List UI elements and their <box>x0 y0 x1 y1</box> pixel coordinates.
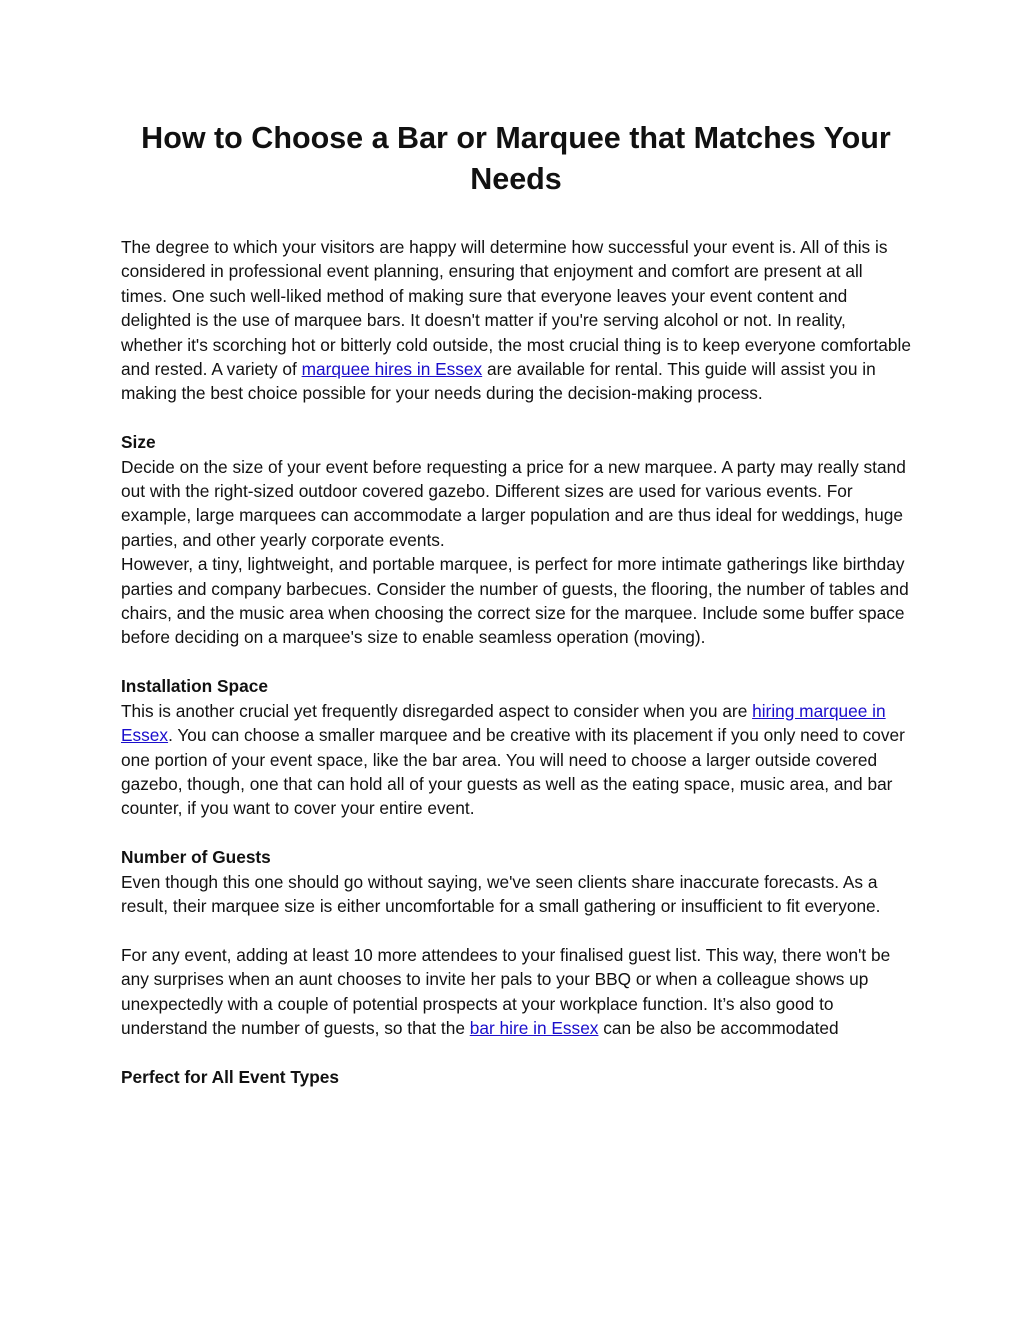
spacer <box>121 918 911 942</box>
size-paragraph-1: Decide on the size of your event before requesting a price for a new marquee. A party may really stand out with the right-sized outdoor covered gazebo. Different sizes are used for various events. For example, large marquees can accommodate a larger population and are thus ideal for weddings, huge parties, and other yearly corporate events. <box>121 456 906 550</box>
installation-heading: Installation Space <box>121 676 268 697</box>
size-heading: Size <box>121 432 156 453</box>
spacer <box>121 650 911 674</box>
guests-heading: Number of Guests <box>121 847 271 868</box>
spacer <box>121 821 911 845</box>
document-page <box>121 118 911 1089</box>
intro-text-start: The degree to which your visitors are happy will determine how successful your event is. All of this is considered in professional event planning, ensuring that enjoyment and comfort are present at all times. One such well-liked method of making sure that everyone leaves your event content and delighted is the use of marquee bars. It doesn't matter if you're serving alcohol or not. In reality, whether it's scorching hot or bitterly cold outside, the most crucial thing is to keep everyone comfortable and rested. A variety of <box>121 237 911 380</box>
intro-paragraph <box>121 235 911 406</box>
size-paragraph-2: However, a tiny, lightweight, and portable marquee, is perfect for more intimate gatherings like birthday parties and company barbecues. Consider the number of guests, the flooring, the number of tables and chairs, and the music area when choosing the correct size for the marquee. Include some buffer space before deciding on a marquee's size to enable seamless operation (moving). <box>121 554 909 648</box>
spacer <box>121 406 911 430</box>
installation-text-end: . You can choose a smaller marquee and be creative with its placement if you only need to cover one portion of your event space, like the bar area. You will need to choose a larger outside covered gazebo, though, one that can hold all of your guests as well as the eating space, music area, and bar counter, if you want to cover your entire event. <box>121 725 905 819</box>
guests-paragraph-1: Even though this one should go without saying, we've seen clients share inaccurate forecasts. As a result, their marquee size is either uncomfortable for a small gathering or insufficient to fit everyone. <box>121 871 881 916</box>
spacer <box>121 1040 911 1064</box>
guests-text-start: For any event, adding at least 10 more attendees to your finalised guest list. This way, there won't be any surprises when an aunt chooses to invite her pals to your BBQ or when a colleague shows up unexpectedly with a couple of potential prospects at your workplace function. It’s also good to understand the number of guests, so that the <box>121 944 891 1038</box>
document-title: How to Choose a Bar or Marquee that Matches Your Needs <box>141 121 891 196</box>
guests-paragraph-2 <box>121 943 911 1041</box>
guests-text-end: can be also be accommodated <box>598 1017 839 1038</box>
installation-paragraph <box>121 699 911 821</box>
event-types-heading: Perfect for All Event Types <box>121 1066 339 1087</box>
marquee-hires-essex-link[interactable]: marquee hires in Essex <box>301 359 483 380</box>
hiring-marquee-essex-link[interactable]: hiring marquee in Essex <box>121 700 886 746</box>
installation-text-start: This is another crucial yet frequently disregarded aspect to consider when you are <box>121 700 753 721</box>
intro-text-end: are available for rental. This guide will assist you in making the best choice possible for your needs during the decision-making process. <box>121 359 876 404</box>
bar-hire-essex-link[interactable]: bar hire in Essex <box>469 1017 599 1038</box>
